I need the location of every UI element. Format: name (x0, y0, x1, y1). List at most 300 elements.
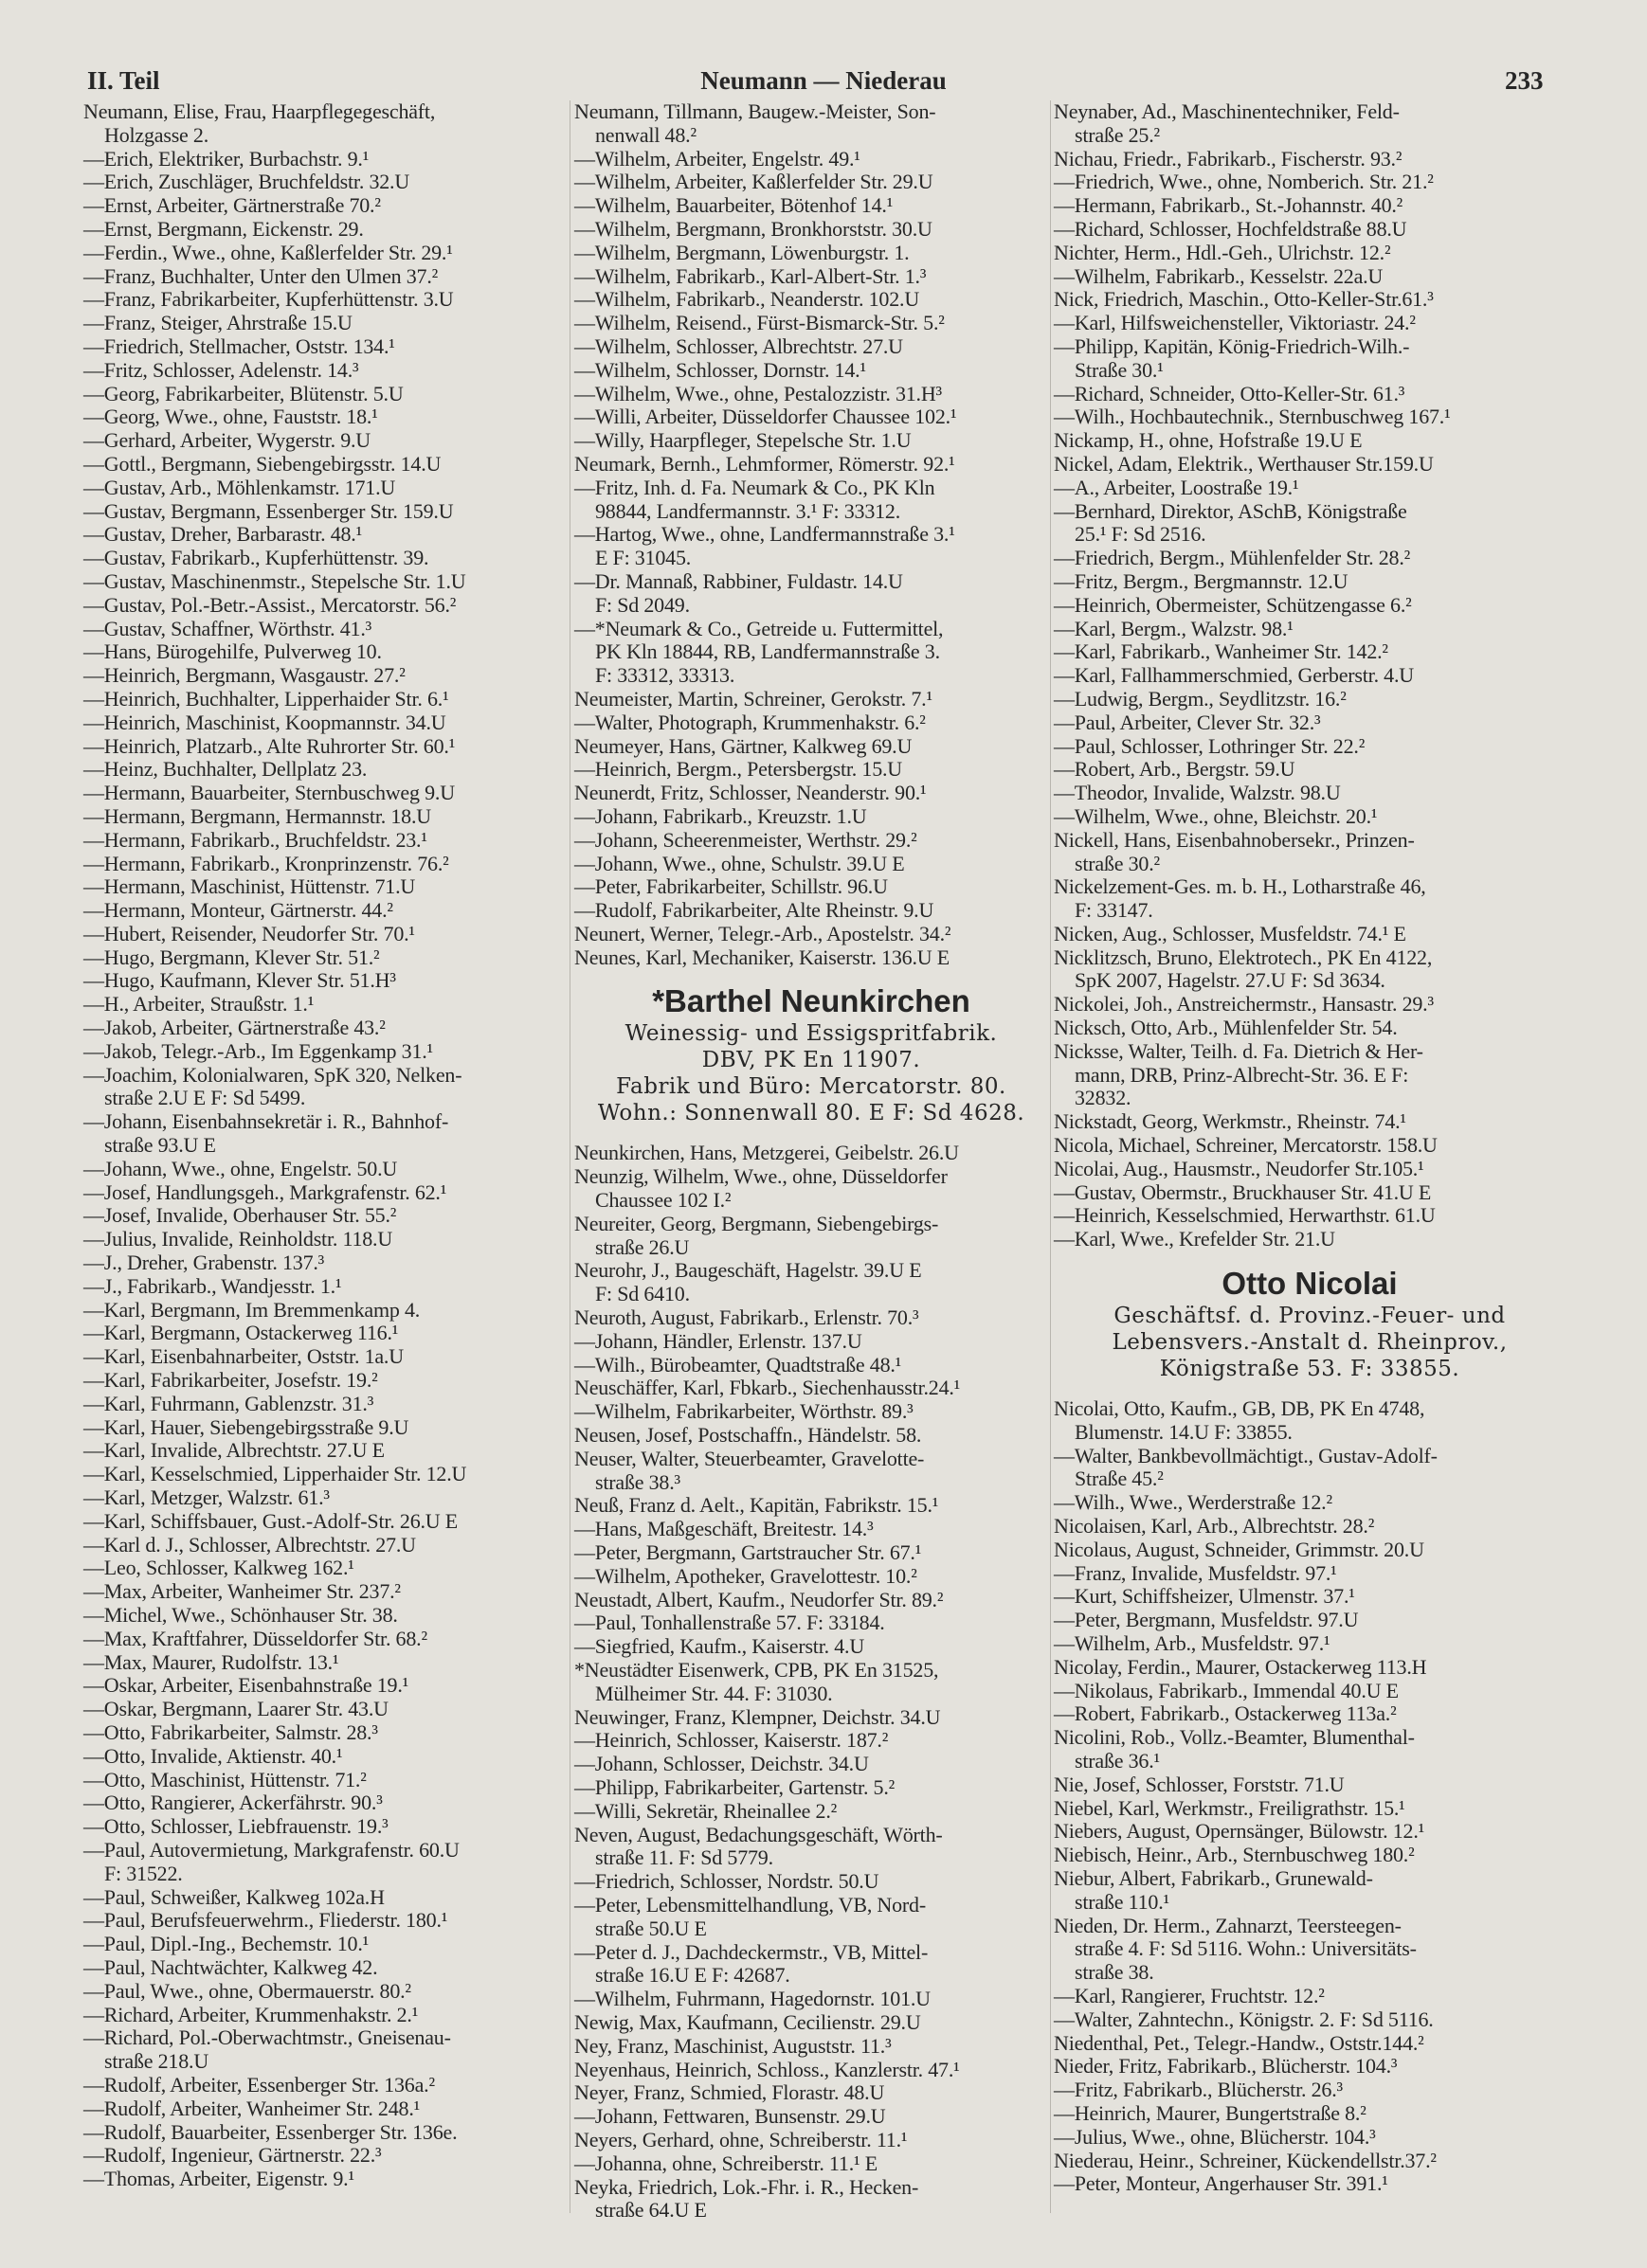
directory-entry (574, 853, 1048, 876)
entry-line: —Wilhelm, Arbeiter, Kaßlerfelder Str. 29.U (574, 170, 933, 194)
entry-line: Neuwinger, Franz, Klempner, Deichstr. 34.U (574, 1704, 941, 1729)
entry-line: —Otto, Fabrikarbeiter, Salmstr. 28.³ (83, 1719, 378, 1744)
entry-line: Nicolaus, August, Schneider, Grimmstr. 20.U (1054, 1537, 1424, 1561)
directory-entry (574, 429, 1048, 453)
directory-entry (1054, 477, 1566, 500)
entry-line: —Hermann, Maschinist, Hüttenstr. 71.U (83, 874, 416, 899)
directory-entry (1054, 100, 1566, 148)
directory-entry (83, 242, 567, 265)
entry-continuation-line: F: 31522. (104, 1861, 183, 1885)
entry-line: Nicolaisen, Karl, Arb., Albrechtstr. 28.² (1054, 1514, 1375, 1539)
directory-entry (574, 1306, 1048, 1330)
entry-line: —Gustav, Arb., Möhlenkamstr. 171.U (83, 475, 396, 499)
directory-entry (1054, 1040, 1566, 1110)
entry-line: —Bernhard, Direktor, ASchB, Königstraße (1054, 498, 1407, 523)
entry-line: —Robert, Arb., Bergstr. 59.U (1054, 757, 1295, 782)
directory-entry (83, 735, 567, 759)
advertisement-line: Königstraße 53. F: 33855. (1159, 1357, 1460, 1382)
entry-continuation-line: straße 50.U E (595, 1916, 707, 1940)
entry-line: —Joachim, Kolonialwaren, SpK 320, Nelken- (83, 1062, 462, 1087)
directory-entry (1054, 1773, 1566, 1797)
directory-entry (1054, 1181, 1566, 1205)
directory-entry (83, 1580, 567, 1604)
entry-line: —Johann, Schlosser, Deichstr. 34.U (574, 1752, 869, 1776)
entry-line: Nicksse, Walter, Teilh. d. Fa. Dietrich & Her- (1054, 1038, 1423, 1063)
entry-line: —Hugo, Kaufmann, Klever Str. 51.H³ (83, 968, 396, 993)
directory-entry (1054, 335, 1566, 383)
entry-line: —Nikolaus, Fabrikarb., Immendal 40.U E (1054, 1678, 1399, 1702)
directory-entry (83, 1980, 567, 2004)
entry-line: —Wilhelm, Wwe., ohne, Bleichstr. 20.¹ (1054, 803, 1378, 828)
directory-entry (574, 100, 1048, 148)
directory-entry (574, 570, 1048, 618)
directory-entry (83, 1745, 567, 1769)
directory-entry (1054, 171, 1566, 194)
directory-entry (83, 1769, 567, 1792)
entry-continuation-line: PK Kln 18844, RB, Landfermannstraße 3. (595, 639, 940, 664)
entry-continuation-line: E F: 31045. (595, 546, 692, 570)
entry-line: Neuroth, August, Fabrikarb., Erlenstr. 70.³ (574, 1305, 919, 1330)
entry-line: —Karl, Metzger, Walzstr. 61.³ (83, 1485, 330, 1510)
entry-line: —Oskar, Arbeiter, Eisenbahnstraße 19.¹ (83, 1673, 409, 1698)
entry-line: —Wilhelm, Arbeiter, Engelstr. 49.¹ (574, 146, 860, 171)
directory-entry (83, 899, 567, 923)
directory-entry (83, 2004, 567, 2027)
entry-line: —Johann, Scheerenmeister, Werthstr. 29.² (574, 827, 917, 852)
directory-entry (574, 1776, 1048, 1800)
entry-line: —Friedrich, Wwe., ohne, Nomberich. Str. 21.² (1054, 170, 1434, 194)
entry-line: *Neustädter Eisenwerk, CPB, PK En 31525, (574, 1658, 939, 1683)
directory-entry (83, 1251, 567, 1275)
directory-entry (83, 1275, 567, 1299)
directory-entry (83, 405, 567, 429)
entry-line: —Rudolf, Ingenieur, Gärtnerstr. 22.³ (83, 2143, 382, 2168)
advertisement-title: *Barthel Neunkirchen (652, 983, 970, 1019)
entry-line: —Johanna, ohne, Schreiberstr. 11.¹ E (574, 2151, 878, 2175)
directory-entry (1054, 1985, 1566, 2008)
entry-line: Neuser, Walter, Steuerbeamter, Gravelotte- (574, 1446, 925, 1470)
entry-line: —Fritz, Inh. d. Fa. Neumark & Co., PK Kln (574, 475, 935, 499)
entry-line: —Karl, Bergm., Walzstr. 98.¹ (1054, 616, 1294, 640)
entry-line: Nick, Friedrich, Maschin., Otto-Keller-Str.61.³ (1054, 287, 1434, 312)
directory-entry (1054, 688, 1566, 711)
entry-line: —Wilhelm, Fabrikarb., Karl-Albert-Str. 1.³ (574, 263, 927, 288)
directory-entry (83, 477, 567, 500)
entry-line: —Walter, Bankbevollmächtigt., Gustav-Adolf- (1054, 1443, 1438, 1467)
entry-line: —Richard, Schlosser, Hochfeldstraße 88.U (1054, 216, 1407, 241)
directory-entry (574, 288, 1048, 312)
directory-entry (574, 523, 1048, 570)
entry-line: Neyer, Franz, Schmied, Florastr. 48.U (574, 2080, 885, 2105)
entry-line: —Paul, Dipl.-Ing., Bechemstr. 10.¹ (83, 1932, 370, 1956)
entry-line: —Wilh., Wwe., Werderstraße 12.² (1054, 1490, 1332, 1515)
entry-line: —Karl, Fallhammerschmied, Gerberstr. 4.U (1054, 663, 1414, 688)
entry-line: —Karl, Fabrikarbeiter, Josefstr. 19.² (83, 1368, 378, 1393)
entry-line: —Walter, Zahntechn., Königstr. 2. F: Sd 5116. (1054, 2007, 1434, 2031)
entry-line: —Karl, Fuhrmann, Gablenzstr. 31.³ (83, 1391, 374, 1415)
entry-continuation-line: straße 16.U E F: 42687. (595, 1963, 790, 1988)
directory-entry (83, 2121, 567, 2145)
directory-entry (1054, 829, 1566, 876)
entry-continuation-line: Straße 45.² (1075, 1467, 1164, 1491)
entry-line: —Wilhelm, Fabrikarb., Kesselstr. 22a.U (1054, 263, 1384, 288)
entry-line: Neumann, Elise, Frau, Haarpflegegeschäft, (83, 99, 436, 123)
directory-entry (574, 1800, 1048, 1824)
directory-entry (1054, 618, 1566, 641)
directory-entry (1054, 1820, 1566, 1844)
directory-entry (83, 1345, 567, 1369)
entry-continuation-line: Chaussee 102 I.² (595, 1188, 732, 1213)
entry-line: Nie, Josef, Schlosser, Forststr. 71.U (1054, 1772, 1345, 1796)
entry-line: Niedenthal, Pet., Telegr.-Handw., Oststr.144.² (1054, 2030, 1424, 2055)
directory-column-middle (574, 100, 1048, 2223)
entry-line: —Otto, Maschinist, Hüttenstr. 71.² (83, 1767, 367, 1791)
entry-line: —Gustav, Schaffner, Wörthstr. 41.³ (83, 616, 372, 640)
entry-continuation-line: Holzgasse 2. (104, 122, 209, 147)
entry-line: —Philipp, Fabrikarbeiter, Gartenstr. 5.² (574, 1775, 896, 1799)
directory-entry (83, 100, 567, 148)
directory-entry (574, 1941, 1048, 1989)
entry-line: —Theodor, Invalide, Walzstr. 98.U (1054, 781, 1341, 805)
directory-entry (574, 735, 1048, 759)
directory-entry (83, 758, 567, 782)
directory-entry (574, 1753, 1048, 1776)
directory-entry (83, 1815, 567, 1839)
entry-line: —Heinrich, Bergm., Petersbergstr. 15.U (574, 757, 902, 782)
directory-entry (1054, 2032, 1566, 2056)
entry-line: —Gustav, Obermstr., Bruckhauser Str. 41.U E (1054, 1179, 1432, 1204)
directory-entry (83, 429, 567, 453)
entry-line: —Heinrich, Schlosser, Kaiserstr. 187.² (574, 1728, 889, 1753)
advertisement-line: Fabrik und Büro: Mercatorstr. 80. (616, 1074, 1006, 1100)
entry-line: —Ernst, Arbeiter, Gärtnerstraße 70.² (83, 193, 381, 218)
entry-line: —Paul, Schweißer, Kalkweg 102a.H (83, 1884, 385, 1909)
advertisement-line: Wohn.: Sonnenwall 80. E F: Sd 4628. (597, 1101, 1025, 1126)
entry-continuation-line: Blumenstr. 14.U F: 33855. (1075, 1419, 1293, 1444)
entry-line: Niebel, Karl, Werkmstr., Freiligrathstr. 15.¹ (1054, 1795, 1405, 1820)
directory-entry (83, 664, 567, 688)
entry-line: —Michel, Wwe., Schönhauser Str. 38. (83, 1603, 398, 1627)
entry-line: —Robert, Fabrikarb., Ostackerweg 113a.² (1054, 1701, 1397, 1726)
directory-entry (1054, 194, 1566, 218)
entry-line: —Hugo, Bergmann, Klever Str. 51.² (83, 945, 380, 969)
entry-continuation-line: F: Sd 2049. (595, 592, 690, 617)
entry-line: Neuschäffer, Karl, Fbkarb., Siechenhausstr.24.¹ (574, 1376, 961, 1400)
directory-entry (83, 711, 567, 735)
directory-entry (574, 1870, 1048, 1894)
entry-line: Neuß, Franz d. Aelt., Kapitän, Fabrikstr. 15.¹ (574, 1493, 939, 1518)
directory-entry (83, 288, 567, 312)
directory-entry (83, 2097, 567, 2121)
entry-continuation-line: straße 110.¹ (1075, 1889, 1169, 1914)
directory-entry (574, 1354, 1048, 1377)
entry-line: —Karl, Bergmann, Im Bremmenkamp 4. (83, 1297, 421, 1322)
entry-line: —Karl, Wwe., Krefelder Str. 21.U (1054, 1227, 1335, 1251)
directory-entry (1054, 547, 1566, 570)
directory-entry (1054, 218, 1566, 242)
directory-entry (574, 2176, 1048, 2223)
directory-entry (1054, 1656, 1566, 1680)
entry-line: Newig, Max, Kaufmann, Cecilienstr. 29.U (574, 2009, 921, 2034)
directory-entry (83, 1439, 567, 1463)
entry-continuation-line: 32832. (1075, 1086, 1131, 1110)
directory-entry (574, 218, 1048, 242)
advertisement (1054, 1251, 1566, 1397)
entry-line: Neyers, Gerhard, ohne, Schreiberstr. 11.¹ (574, 2127, 908, 2151)
entry-line: Nichter, Herm., Hdl.-Geh., Ulrichstr. 12.² (1054, 240, 1391, 264)
entry-line: Nichau, Friedr., Fabrikarb., Fischerstr. 93.² (1054, 146, 1403, 171)
entry-line: —Oskar, Bergmann, Laarer Str. 43.U (83, 1697, 389, 1721)
entry-line: —Wilhelm, Fabrikarbeiter, Wörthstr. 89.³ (574, 1399, 914, 1424)
entry-line: —Otto, Invalide, Aktienstr. 40.¹ (83, 1743, 343, 1768)
entry-line: —Johann, Händler, Erlenstr. 137.U (574, 1328, 862, 1353)
entry-line: —Peter, Fabrikarbeiter, Schillstr. 96.U (574, 874, 888, 899)
directory-entry (1054, 2055, 1566, 2079)
entry-line: —Hermann, Fabrikarb., St.-Johannstr. 40.² (1054, 193, 1403, 218)
entry-line: —Willy, Haarpfleger, Stepelsche Str. 1.U (574, 428, 912, 453)
entry-line: —Richard, Pol.-Oberwachtmstr., Gneisenau- (83, 2025, 451, 2050)
entry-line: Nicola, Michael, Schreiner, Mercatorstr. 158.U (1054, 1133, 1438, 1158)
directory-entry (574, 194, 1048, 218)
entry-line: Nickel, Adam, Elektrik., Werthauser Str.159.U (1054, 451, 1434, 476)
entry-line: Ney, Franz, Maschinist, Auguststr. 11.³ (574, 2033, 892, 2058)
directory-entry (1054, 923, 1566, 946)
entry-line: —Wilh., Bürobeamter, Quadtstraße 48.¹ (574, 1352, 902, 1377)
directory-entry (574, 312, 1048, 335)
directory-entry (574, 1635, 1048, 1659)
directory-entry (1054, 1017, 1566, 1040)
directory-entry (574, 688, 1048, 711)
directory-entry (83, 1299, 567, 1323)
entry-line: —Hans, Bürogehilfe, Pulverweg 10. (83, 639, 382, 664)
advertisement-line: DBV, PK En 11907. (701, 1048, 921, 1073)
entry-continuation-line: straße 4. F: Sd 5116. Wohn.: Universitäts- (1075, 1936, 1417, 1961)
entry-line: —Karl, Hauer, Siebengebirgsstraße 9.U (83, 1414, 409, 1439)
entry-line: —Rudolf, Fabrikarbeiter, Alte Rheinstr. 9.U (574, 898, 934, 923)
directory-entry (83, 1651, 567, 1675)
entry-line: —Willi, Sekretär, Rheinallee 2.² (574, 1798, 838, 1823)
entry-line: —J., Dreher, Grabenstr. 137.³ (83, 1251, 325, 1275)
directory-entry (83, 1393, 567, 1416)
entry-line: —Josef, Invalide, Oberhauser Str. 55.² (83, 1203, 397, 1228)
directory-entry (574, 1894, 1048, 1941)
directory-entry (574, 2059, 1048, 2082)
entry-line: —*Neumark & Co., Getreide u. Futtermittel, (574, 616, 944, 640)
entry-line: —Peter d. J., Dachdeckermstr., VB, Mittel- (574, 1939, 929, 1964)
directory-entry (1054, 500, 1566, 548)
directory-entry (574, 946, 1048, 970)
entry-line: —Paul, Wwe., ohne, Obermauerstr. 80.² (83, 1978, 411, 2003)
entry-continuation-line: F: 33312, 33313. (595, 663, 735, 688)
entry-line: —Karl, Rangierer, Fruchtstr. 12.² (1054, 1983, 1325, 2007)
entry-line: Neunerdt, Fritz, Schlosser, Neanderstr. 90.¹ (574, 781, 927, 805)
directory-entry (83, 1369, 567, 1393)
entry-line: —Siegfried, Kaufm., Kaiserstr. 4.U (574, 1634, 865, 1659)
directory-entry (574, 1565, 1048, 1589)
entry-line: —Wilhelm, Fabrikarb., Neanderstr. 102.U (574, 287, 920, 312)
entry-line: —Ferdin., Wwe., ohne, Kaßlerfelder Str. 29.¹ (83, 240, 453, 264)
entry-line: —Wilhelm, Bergmann, Löwenburgstr. 1. (574, 240, 910, 264)
entry-line: —J., Fabrikarb., Wandjesstr. 1.¹ (83, 1273, 342, 1298)
entry-continuation-line: Straße 30.¹ (1075, 357, 1164, 382)
directory-entry (83, 618, 567, 641)
entry-line: —Karl, Invalide, Albrechtstr. 27.U E (83, 1438, 385, 1463)
entry-line: —Heinrich, Platzarb., Alte Ruhrorter Str. 60.¹ (83, 733, 456, 758)
entry-line: —Friedrich, Bergm., Mühlenfelder Str. 28.² (1054, 546, 1411, 570)
entry-line: —Johann, Fettwaren, Bunsenstr. 29.U (574, 2104, 886, 2129)
entry-line: —Willi, Arbeiter, Düsseldorfer Chaussee 102.¹ (574, 405, 957, 429)
entry-line: —Gustav, Dreher, Barbarastr. 48.¹ (83, 522, 362, 547)
directory-entry (574, 148, 1048, 171)
directory-entry (1054, 2102, 1566, 2126)
entry-line: —Wilhelm, Arb., Musfeldstr. 97.¹ (1054, 1631, 1330, 1656)
directory-entry (574, 1448, 1048, 1495)
entry-line: —Karl, Bergmann, Ostackerweg 116.¹ (83, 1321, 399, 1345)
directory-entry (83, 1674, 567, 1698)
directory-entry (1054, 1844, 1566, 1867)
entry-line: —Dr. Mannaß, Rabbiner, Fuldastr. 14.U (574, 568, 903, 593)
advertisement-line: Lebensvers.-Anstalt d. Rheinprov., (1112, 1330, 1508, 1356)
entry-line: —Julius, Invalide, Reinholdstr. 118.U (83, 1227, 393, 1251)
entry-line: —Wilhelm, Reisend., Fürst-Bismarck-Str. 5.² (574, 311, 945, 335)
directory-entry (1054, 875, 1566, 923)
entry-line: —Gustav, Maschinenmstr., Stepelsche Str. 1.U (83, 568, 466, 593)
entry-line: Neunert, Werner, Telegr.-Arb., Apostelstr. 34.² (574, 921, 951, 945)
entry-continuation-line: F: Sd 6410. (595, 1282, 690, 1306)
directory-entry (83, 1228, 567, 1251)
entry-line: —Heinrich, Maschinist, Koopmannstr. 34.U (83, 710, 446, 734)
entry-line: —Fritz, Fabrikarb., Blücherstr. 26.³ (1054, 2078, 1343, 2102)
directory-entry (1054, 2126, 1566, 2150)
directory-entry (1054, 1609, 1566, 1632)
directory-entry (83, 1956, 567, 1980)
directory-entry (1054, 1915, 1566, 1985)
entry-line: —Hermann, Fabrikarb., Kronprinzenstr. 76.² (83, 851, 449, 875)
entry-line: Neumark, Bernh., Lehmformer, Römerstr. 92.¹ (574, 451, 955, 476)
directory-entry (83, 829, 567, 853)
directory-entry (1054, 735, 1566, 759)
entry-line: —Heinrich, Bergmann, Wasgaustr. 27.² (83, 663, 406, 688)
entry-line: —Ernst, Bergmann, Eickenstr. 29. (83, 216, 364, 241)
directory-entry (83, 1158, 567, 1181)
entry-continuation-line: Mülheimer Str. 44. F: 31030. (595, 1681, 833, 1705)
entry-line: —Franz, Steiger, Ahrstraße 15.U (83, 311, 353, 335)
directory-entry (1054, 1539, 1566, 1562)
entry-line: —Thomas, Arbeiter, Eigenstr. 9.¹ (83, 2167, 354, 2191)
entry-line: —H., Arbeiter, Straußstr. 1.¹ (83, 992, 315, 1017)
directory-entry (574, 2035, 1048, 2059)
directory-entry (574, 1259, 1048, 1306)
entry-line: Nickolei, Joh., Anstreichermstr., Hansastr. 29.³ (1054, 992, 1434, 1017)
entry-line: —Philipp, Kapitän, König-Friedrich-Wilh.- (1054, 333, 1410, 358)
entry-continuation-line: nenwall 48.² (595, 122, 697, 147)
entry-line: Niebers, August, Opernsänger, Bülowstr. 12.¹ (1054, 1819, 1425, 1844)
directory-entry (1054, 2150, 1566, 2173)
entry-line: Neyka, Friedrich, Lok.-Fhr. i. R., Hecken- (574, 2174, 919, 2199)
directory-entry (1054, 1797, 1566, 1821)
entry-line: —Fritz, Bergm., Bergmannstr. 12.U (1054, 568, 1348, 593)
entry-line: —Peter, Lebensmittelhandlung, VB, Nord- (574, 1892, 926, 1917)
entry-line: —Hartog, Wwe., ohne, Landfermannstraße 3.¹ (574, 522, 955, 547)
directory-entry (83, 148, 567, 171)
directory-entry (574, 335, 1048, 359)
entry-line: —Rudolf, Arbeiter, Essenberger Str. 136a.² (83, 2072, 435, 2097)
entry-line: —Josef, Handlungsgeh., Markgrafenstr. 62.¹ (83, 1179, 447, 1204)
running-head: Neumann — Niederau (700, 66, 947, 95)
section-label: II. Teil (87, 66, 160, 95)
entry-line: —Heinrich, Buchhalter, Lipperhaider Str. 6.¹ (83, 686, 449, 711)
directory-entry (83, 969, 567, 993)
directory-entry (1054, 1110, 1566, 1134)
entry-line: Niebur, Albert, Fabrikarb., Grunewald- (1054, 1865, 1373, 1890)
entry-line: —Erich, Zuschläger, Bruchfeldstr. 32.U (83, 170, 410, 194)
directory-entry (1054, 1397, 1566, 1445)
directory-entry (83, 1909, 567, 1933)
directory-entry (83, 2168, 567, 2191)
directory-entry (1054, 1204, 1566, 1228)
entry-line: Niebisch, Heinr., Arb., Sternbuschweg 180.² (1054, 1843, 1415, 1867)
directory-entry (574, 758, 1048, 782)
entry-line: Nicolai, Aug., Hausmstr., Neudorfer Str.105.¹ (1054, 1156, 1424, 1180)
entry-line: Nieden, Dr. Herm., Zahnarzt, Teersteegen- (1054, 1913, 1402, 1937)
directory-entry (574, 875, 1048, 899)
entry-line: —Otto, Rangierer, Ackerfährstr. 90.³ (83, 1791, 383, 1815)
directory-entry (1054, 1680, 1566, 1703)
directory-entry (83, 875, 567, 899)
entry-line: —Friedrich, Stellmacher, Oststr. 134.¹ (83, 333, 395, 358)
entry-continuation-line: 25.¹ F: Sd 2516. (1075, 522, 1206, 547)
entry-line: —Rudolf, Bauarbeiter, Essenberger Str. 136e. (83, 2119, 458, 2144)
directory-entry (574, 1142, 1048, 1165)
directory-entry (574, 1824, 1048, 1871)
directory-entry (574, 453, 1048, 477)
entry-continuation-line: straße 38. (1075, 1960, 1154, 1985)
entry-line: —Johann, Eisenbahnsekretär i. R., Bahnhof- (83, 1109, 449, 1134)
entry-continuation-line: F: 33147. (1075, 898, 1153, 923)
entry-continuation-line: straße 64.U E (595, 2198, 707, 2223)
entry-line: —Richard, Arbeiter, Krummenhakstr. 2.¹ (83, 2002, 419, 2026)
directory-entry (574, 618, 1048, 688)
entry-continuation-line: straße 218.U (104, 2049, 209, 2074)
entry-continuation-line: straße 26.U (595, 1234, 690, 1259)
entry-line: —Gustav, Pol.-Betr.-Assist., Mercatorstr. 56.² (83, 592, 457, 617)
directory-entry (574, 1729, 1048, 1753)
entry-line: —Georg, Wwe., ohne, Fauststr. 18.¹ (83, 405, 378, 429)
directory-entry (574, 1330, 1048, 1354)
entry-line: Nicksch, Otto, Arb., Mühlenfelder Str. 54. (1054, 1016, 1398, 1040)
directory-entry (1054, 242, 1566, 265)
directory-entry (83, 2144, 567, 2168)
entry-line: Nicolai, Otto, Kaufm., GB, DB, PK En 4748, (1054, 1396, 1425, 1421)
entry-line: —Franz, Fabrikarbeiter, Kupferhüttenstr. 3.U (83, 287, 454, 312)
directory-entry (83, 2026, 567, 2074)
entry-line: —Wilhelm, Fuhrmann, Hagedornstr. 101.U (574, 1987, 931, 2011)
entry-line: —Max, Kraftfahrer, Düsseldorfer Str. 68.² (83, 1626, 427, 1650)
entry-line: —Karl d. J., Schlosser, Albrechtstr. 27.U (83, 1532, 416, 1557)
entry-continuation-line: straße 25.² (1075, 122, 1160, 147)
entry-line: —Gerhard, Arbeiter, Wygerstr. 9.U (83, 428, 371, 453)
directory-entry (1054, 2172, 1566, 2196)
page-number: 233 (1505, 66, 1544, 95)
entry-continuation-line: straße 11. F: Sd 5779. (595, 1845, 773, 1870)
advertisement-title: Otto Nicolai (1222, 1266, 1398, 1302)
directory-entry (83, 547, 567, 570)
entry-line: —Hans, Maßgeschäft, Breitestr. 14.³ (574, 1517, 874, 1541)
entry-continuation-line: 98844, Landfermannstr. 3.¹ F: 33312. (595, 498, 901, 523)
entry-line: —Wilh., Hochbautechnik., Sternbuschweg 167.¹ (1054, 405, 1451, 429)
entry-continuation-line: straße 2.U E F: Sd 5499. (104, 1086, 306, 1110)
directory-entry (83, 194, 567, 218)
